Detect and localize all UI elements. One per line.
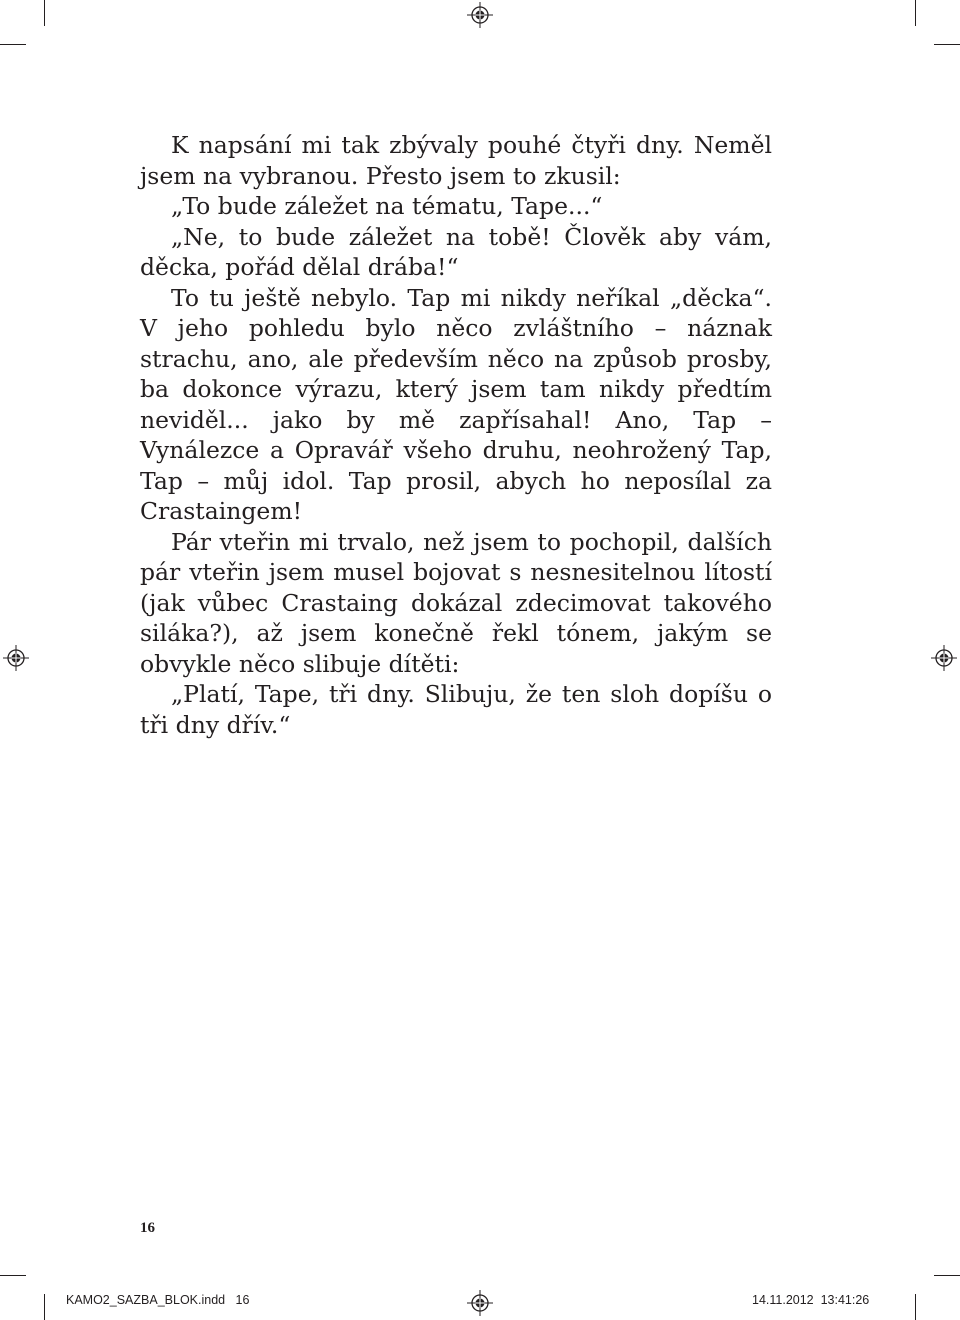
slug-file-info: KAMO2_SAZBA_BLOK.indd 16 bbox=[66, 1293, 250, 1307]
slug-time: 13:41:26 bbox=[820, 1293, 870, 1307]
paragraph: „Platí, Tape, tři dny. Slibuju, že ten sloh dopíšu o tři dny dřív.“ bbox=[140, 680, 772, 739]
crop-mark-top-left-v bbox=[44, 0, 45, 26]
crop-mark-top-right bbox=[934, 44, 960, 45]
paragraph: K napsání mi tak zbývaly pouhé čtyři dny. Neměl jsem na vybranou. Přesto jsem to zkusil: bbox=[140, 131, 772, 190]
registration-mark-left-icon bbox=[3, 645, 29, 671]
crop-mark-top-right-v bbox=[915, 0, 916, 26]
crop-mark-bottom-right bbox=[934, 1275, 960, 1276]
body-text bbox=[140, 130, 772, 740]
slug-date: 14.11.2012 bbox=[752, 1293, 814, 1307]
page-number: 16 bbox=[140, 1220, 155, 1236]
paragraph: Pár vteřin mi trvalo, než jsem to pochopil, dalších pár vteřin jsem musel bojovat s nesnesitelnou lítostí (jak vůbec Crastaing dokázal zdecimovat takového siláka?), až jsem konečně řekl tónem, jakým se obvykle něco slibuje dítěti: bbox=[140, 527, 772, 678]
crop-mark-top-left bbox=[0, 44, 26, 45]
crop-mark-bottom-left-v bbox=[44, 1294, 45, 1320]
registration-mark-right-icon bbox=[931, 645, 957, 671]
registration-mark-top-icon bbox=[467, 2, 493, 28]
paragraph: To tu ještě nebylo. Tap mi nikdy neříkal „děcka“. V jeho pohledu bylo něco zvláštního – náznak strachu, ano, ale především něco na způsob prosby, ba dokonce výrazu, který jsem tam nikdy předtím neviděl... jako by mě zapřísahal! Ano, Tap – Vynálezce a Opravář všeho druhu, neohrožený Tap, Tap – můj idol. Tap prosil, abych ho neposílal za Crastaingem! bbox=[140, 283, 772, 525]
paragraph: „To bude záležet na tématu, Tape...“ bbox=[171, 192, 603, 220]
paragraph: „Ne, to bude záležet na tobě! Člověk aby vám, děcka, pořád dělal drába!“ bbox=[140, 222, 772, 281]
slug-timestamp bbox=[752, 1293, 869, 1307]
crop-mark-bottom-right-v bbox=[915, 1294, 916, 1320]
crop-mark-bottom-left bbox=[0, 1275, 26, 1276]
registration-mark-bottom-icon bbox=[467, 1290, 493, 1316]
